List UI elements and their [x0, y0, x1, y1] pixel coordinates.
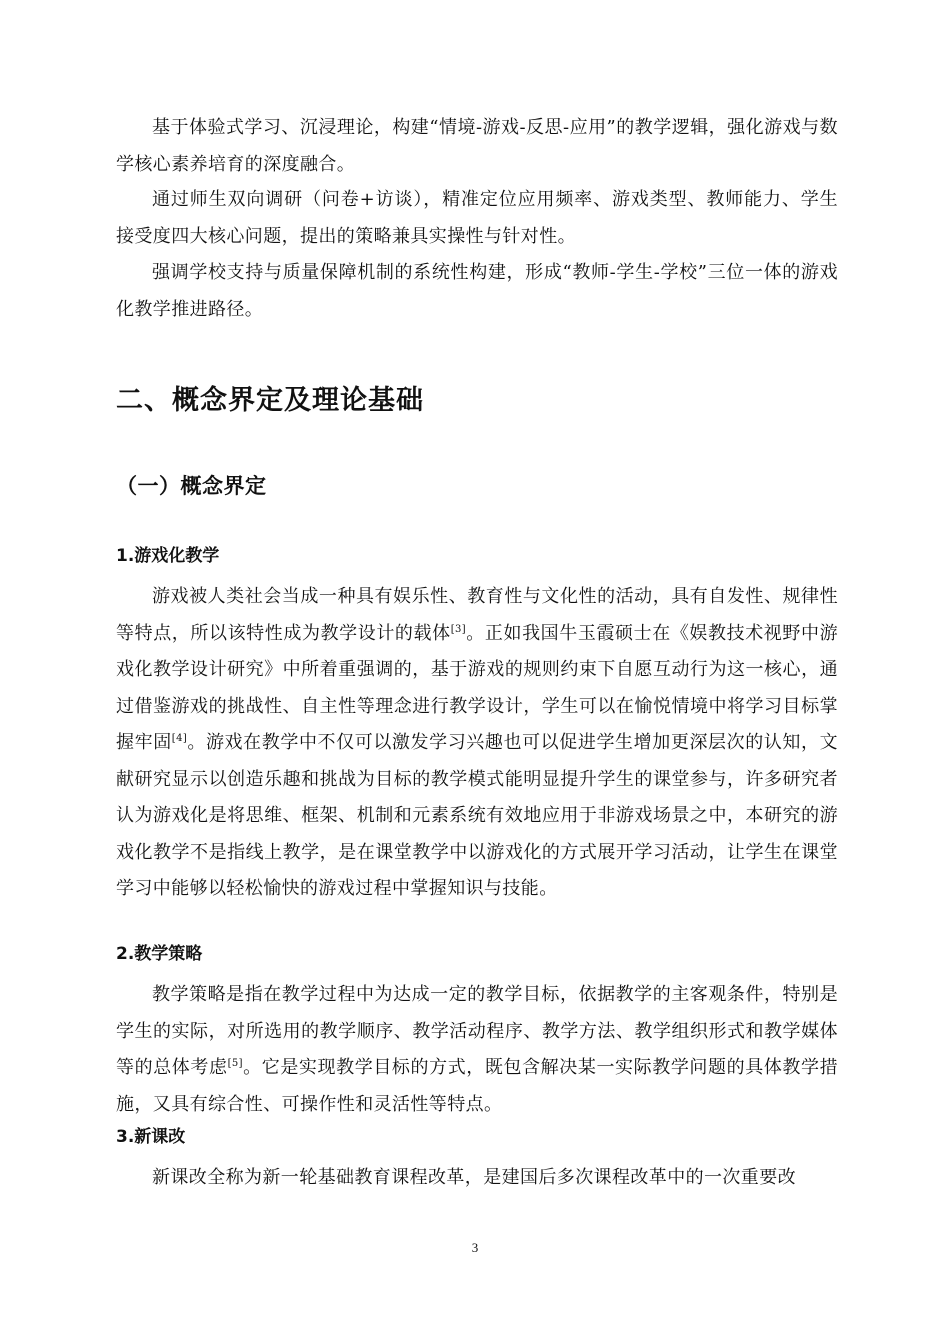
subsection-heading: （一）概念界定 [116, 474, 267, 498]
item3-text-a: 新课改全称为新一轮基础教育课程改革，是建国后多次课程改革中的一次重要改 [152, 1167, 796, 1188]
intro-paragraph-3: 强调学校支持与质量保障机制的系统性构建，形成“教师-学生-学校”三位一体的游戏化教学推进路径。 [116, 262, 838, 320]
item2-text-b: 。它是实现教学目标的方式，既包含解决某一实际教学问题的具体教学措施，又具有综合性、可操作性和灵活性等特点。 [116, 1057, 838, 1115]
citation-ref-3: [3] [450, 623, 467, 635]
item2-paragraph [116, 977, 838, 1123]
item1-paragraph [116, 579, 838, 908]
page-number: 3 [471, 1240, 479, 1255]
item3-heading: 3.新课改 [116, 1127, 186, 1147]
item2-text-a: 教学策略是指在教学过程中为达成一定的教学目标，依据教学的主客观条件，特别是学生的实际，对所选用的教学顺序、教学活动程序、教学方法、教学组织形式和教学媒体等的总体考虑 [116, 984, 838, 1078]
citation-ref-4: [4] [171, 733, 188, 744]
section-heading: 二、概念界定及理论基础 [116, 385, 424, 416]
item1-heading: 1.游戏化教学 [116, 546, 220, 566]
intro-paragraph-2: 通过师生双向调研（问卷+访谈），精准定位应用频率、游戏类型、教师能力、学生接受度四大核心问题，提出的策略兼具实操性与针对性。 [116, 189, 838, 247]
citation-ref-5: [5] [227, 1058, 243, 1069]
item1-text-c: 。游戏在教学中不仅可以激发学习兴趣也可以促进学生增加更深层次的认知，文献研究显示以创造乐趣和挑战为目标的教学模式能明显提升学生的课堂参与，许多研究者认为游戏化是将思维、框架、机制和元素系统有效地应用于非游戏场景之中，本研究的游戏化教学不是指线上教学，是在课堂教学中以游戏化的方式展开学习活动，让学生在课堂学习中能够以轻松愉快的游戏过程中掌握知识与技能。 [116, 732, 839, 899]
item1-text-b: 。正如我国牛玉霞硕士在《娱教技术视野中游戏化教学设计研究》中所着重强调的，基于游戏的规则约束下自愿互动行为这一核心，通过借鉴游戏的挑战性、自主性等理念进行教学设计，学生可以在愉悦情境中将学习目标掌握牢固 [116, 622, 838, 753]
item3-paragraph [116, 1160, 838, 1197]
item2-heading: 2.教学策略 [116, 944, 203, 964]
item1-text-a: 游戏被人类社会当成一种具有娱乐性、教育性与文化性的活动，具有自发性、规律性等特点，所以该特性成为教学设计的载体 [116, 586, 838, 644]
intro-paragraph-1: 基于体验式学习、沉浸理论，构建“情境-游戏-反思-应用”的教学逻辑，强化游戏与数学核心素养培育的深度融合。 [116, 117, 838, 175]
